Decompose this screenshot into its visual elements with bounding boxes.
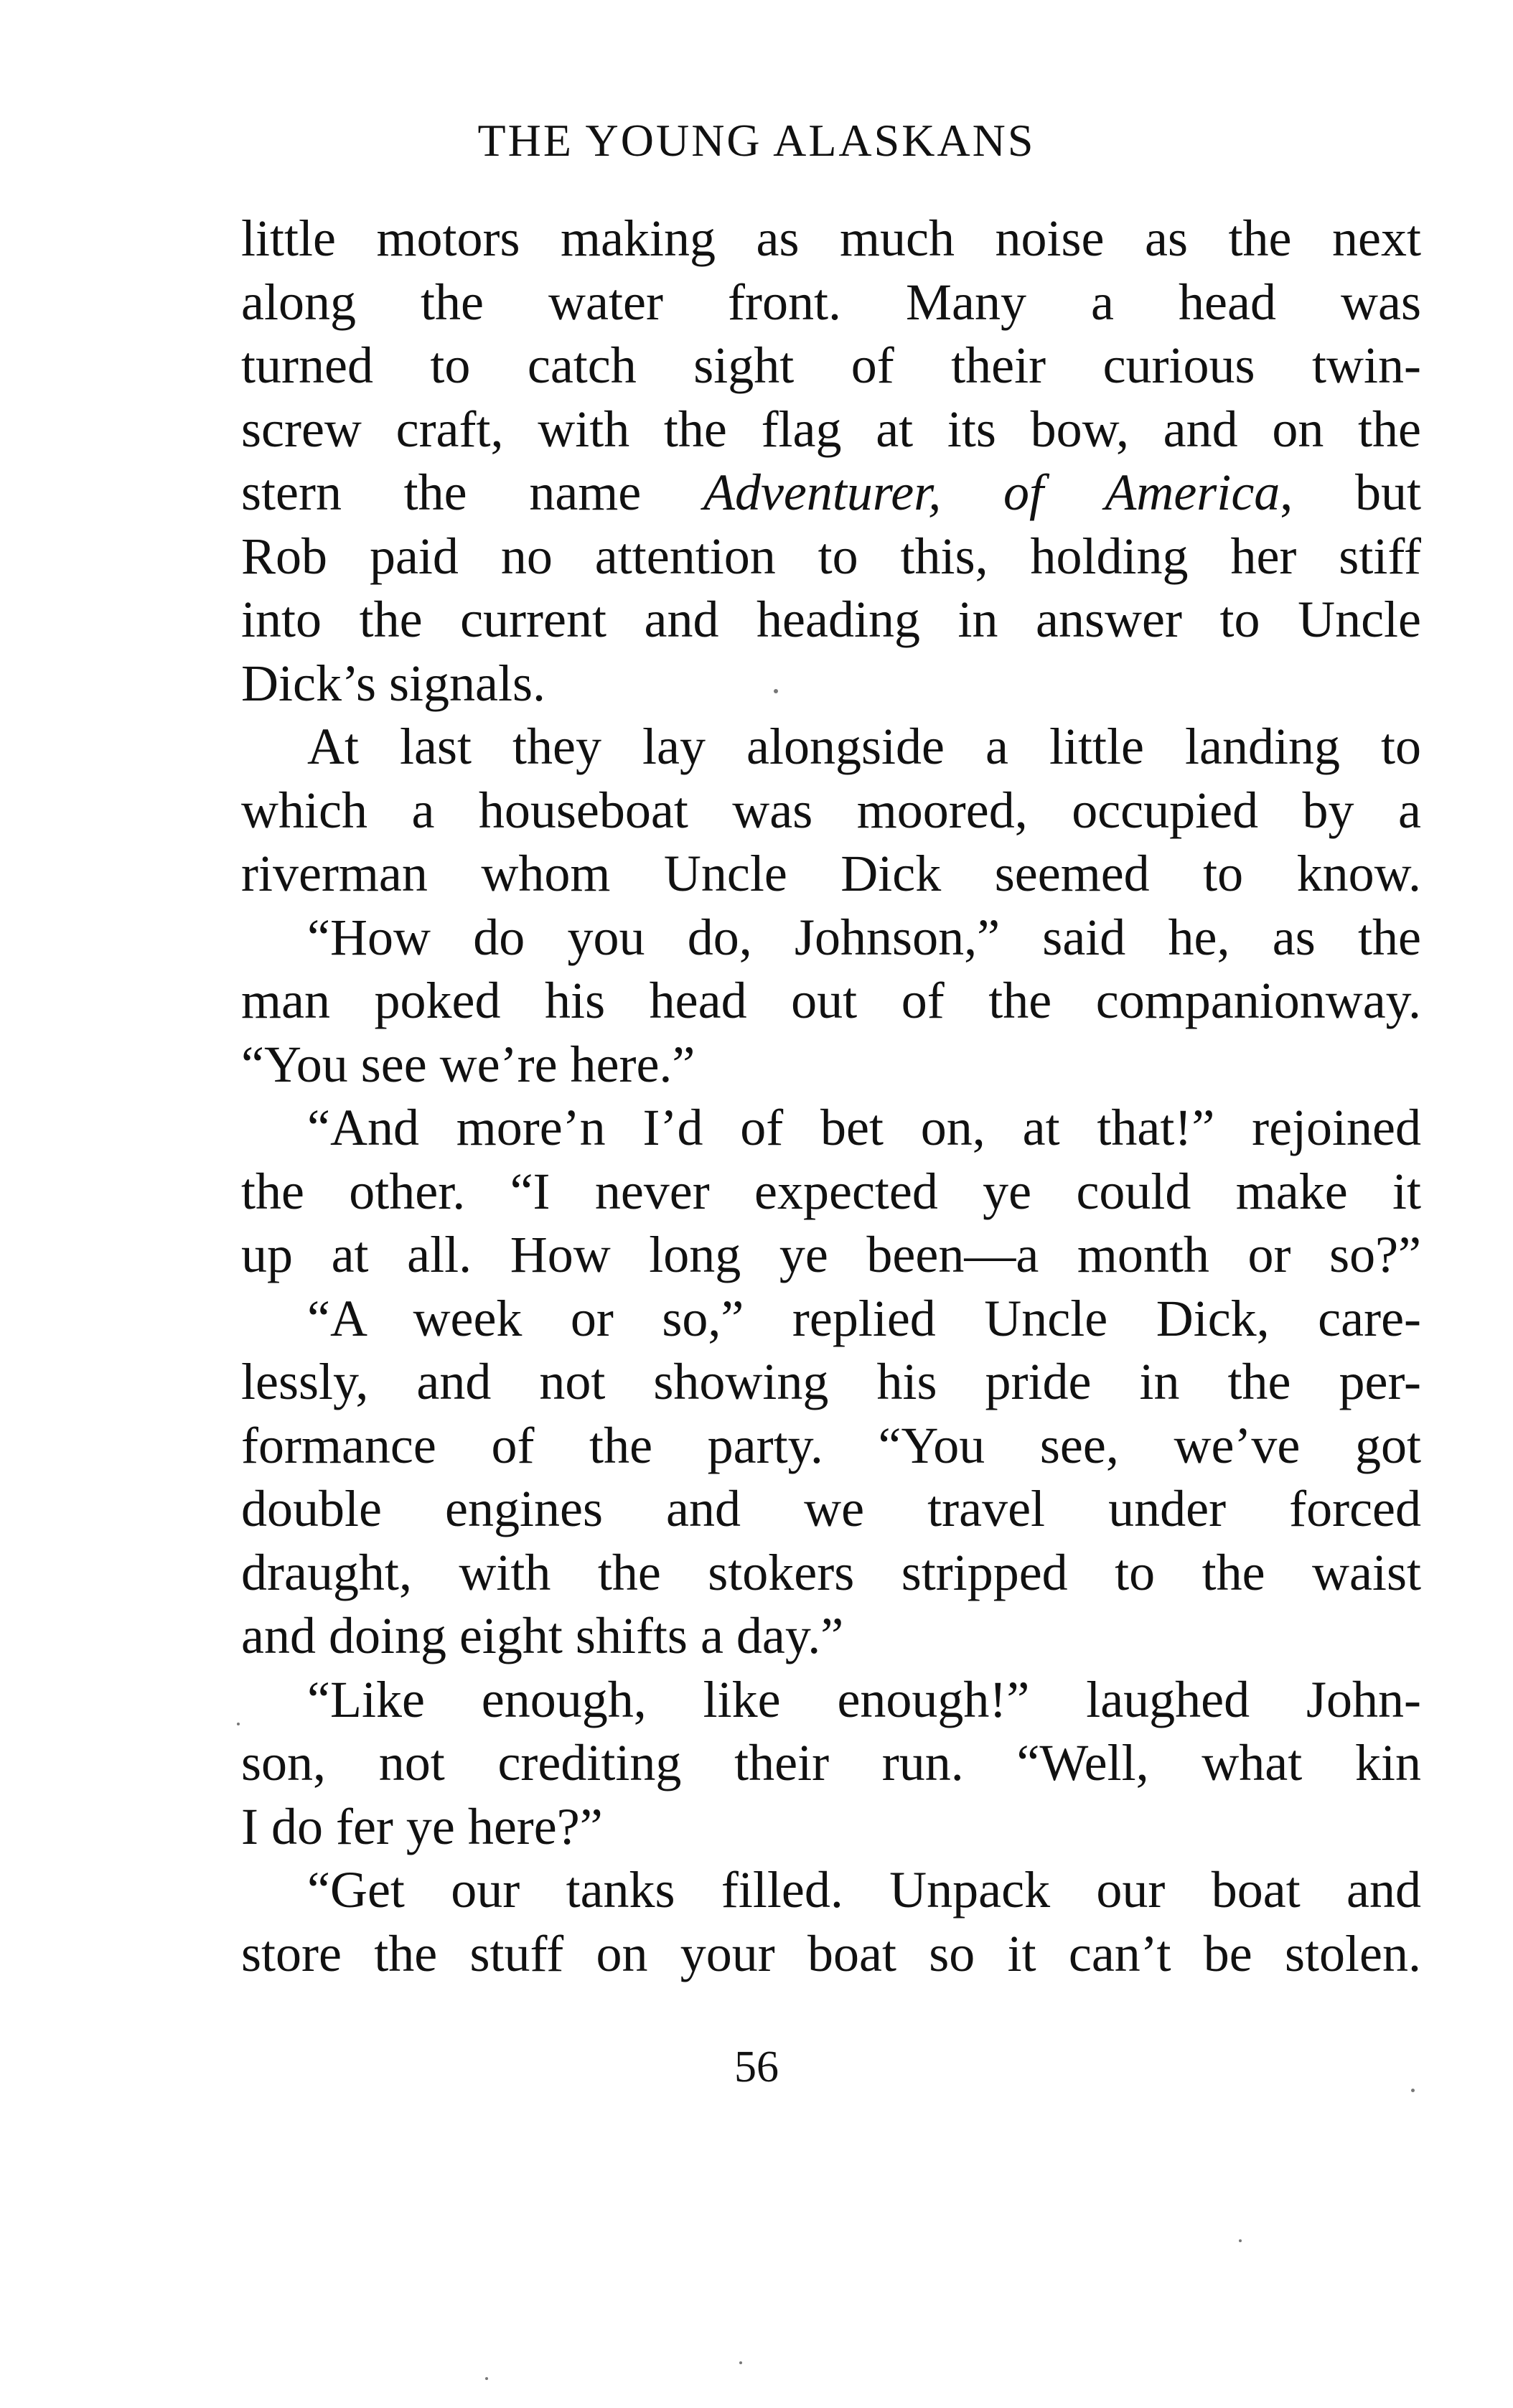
- text-line: Dick’s signals.: [241, 654, 545, 712]
- text-line: Rob paid no attention to this, holding her stiff: [241, 527, 1421, 585]
- text-line: At last they lay alongside a little landing to: [307, 718, 1421, 775]
- text-run: stern the name: [241, 464, 703, 521]
- text-line: [241, 461, 1421, 525]
- text-line: double engines and we travel under forced: [241, 1480, 1421, 1537]
- body-text: [241, 207, 1421, 1985]
- text-line: “And more’n I’d of bet on, at that!” rejoined: [307, 1099, 1421, 1156]
- text-line: I do fer ye here?”: [241, 1797, 603, 1855]
- text-line: into the current and heading in answer to Uncle: [241, 591, 1421, 648]
- print-speck: [237, 1723, 240, 1725]
- text-line: turned to catch sight of their curious twin-: [241, 337, 1421, 394]
- text-line: man poked his head out of the companionway.: [241, 972, 1421, 1029]
- text-line: “You see we’re here.”: [241, 1035, 695, 1093]
- text-line: riverman whom Uncle Dick seemed to know.: [241, 845, 1421, 902]
- page-number: 56: [734, 2043, 779, 2091]
- text-line: “Like enough, like enough!” laughed John-: [307, 1670, 1421, 1728]
- text-line: “A week or so,” replied Uncle Dick, care-: [307, 1289, 1421, 1347]
- print-speck: [485, 2377, 488, 2380]
- text-line: son, not crediting their run. “Well, what kin: [241, 1734, 1421, 1791]
- text-line: screw craft, with the flag at its bow, and on the: [241, 400, 1421, 458]
- print-speck: [739, 2361, 742, 2364]
- text-line: and doing eight shifts a day.”: [241, 1607, 844, 1664]
- print-speck: [1411, 2089, 1415, 2092]
- text-line: which a houseboat was moored, occupied by a: [241, 781, 1421, 839]
- italic-ship-name: Adventurer, of America: [703, 464, 1280, 521]
- text-run: , but: [1280, 464, 1421, 521]
- text-line: formance of the party. “You see, we’ve got: [241, 1416, 1421, 1474]
- text-line: along the water front. Many a head was: [241, 273, 1421, 331]
- text-line: draught, with the stokers stripped to the waist: [241, 1543, 1421, 1601]
- text-line: the other. “I never expected ye could make it: [241, 1162, 1421, 1220]
- text-line: up at all. How long ye been—a month or so?”: [241, 1226, 1421, 1283]
- text-line: little motors making as much noise as the next: [241, 210, 1421, 267]
- text-line: lessly, and not showing his pride in the per-: [241, 1353, 1421, 1410]
- running-head: THE YOUNG ALASKANS: [477, 115, 1036, 166]
- text-line: “Get our tanks filled. Unpack our boat and: [307, 1861, 1421, 1919]
- print-speck: [774, 689, 778, 693]
- text-line: store the stuff on your boat so it can’t be stolen.: [241, 1924, 1421, 1982]
- text-line: “How do you do, Johnson,” said he, as the: [307, 908, 1421, 966]
- print-speck: [1239, 2239, 1242, 2242]
